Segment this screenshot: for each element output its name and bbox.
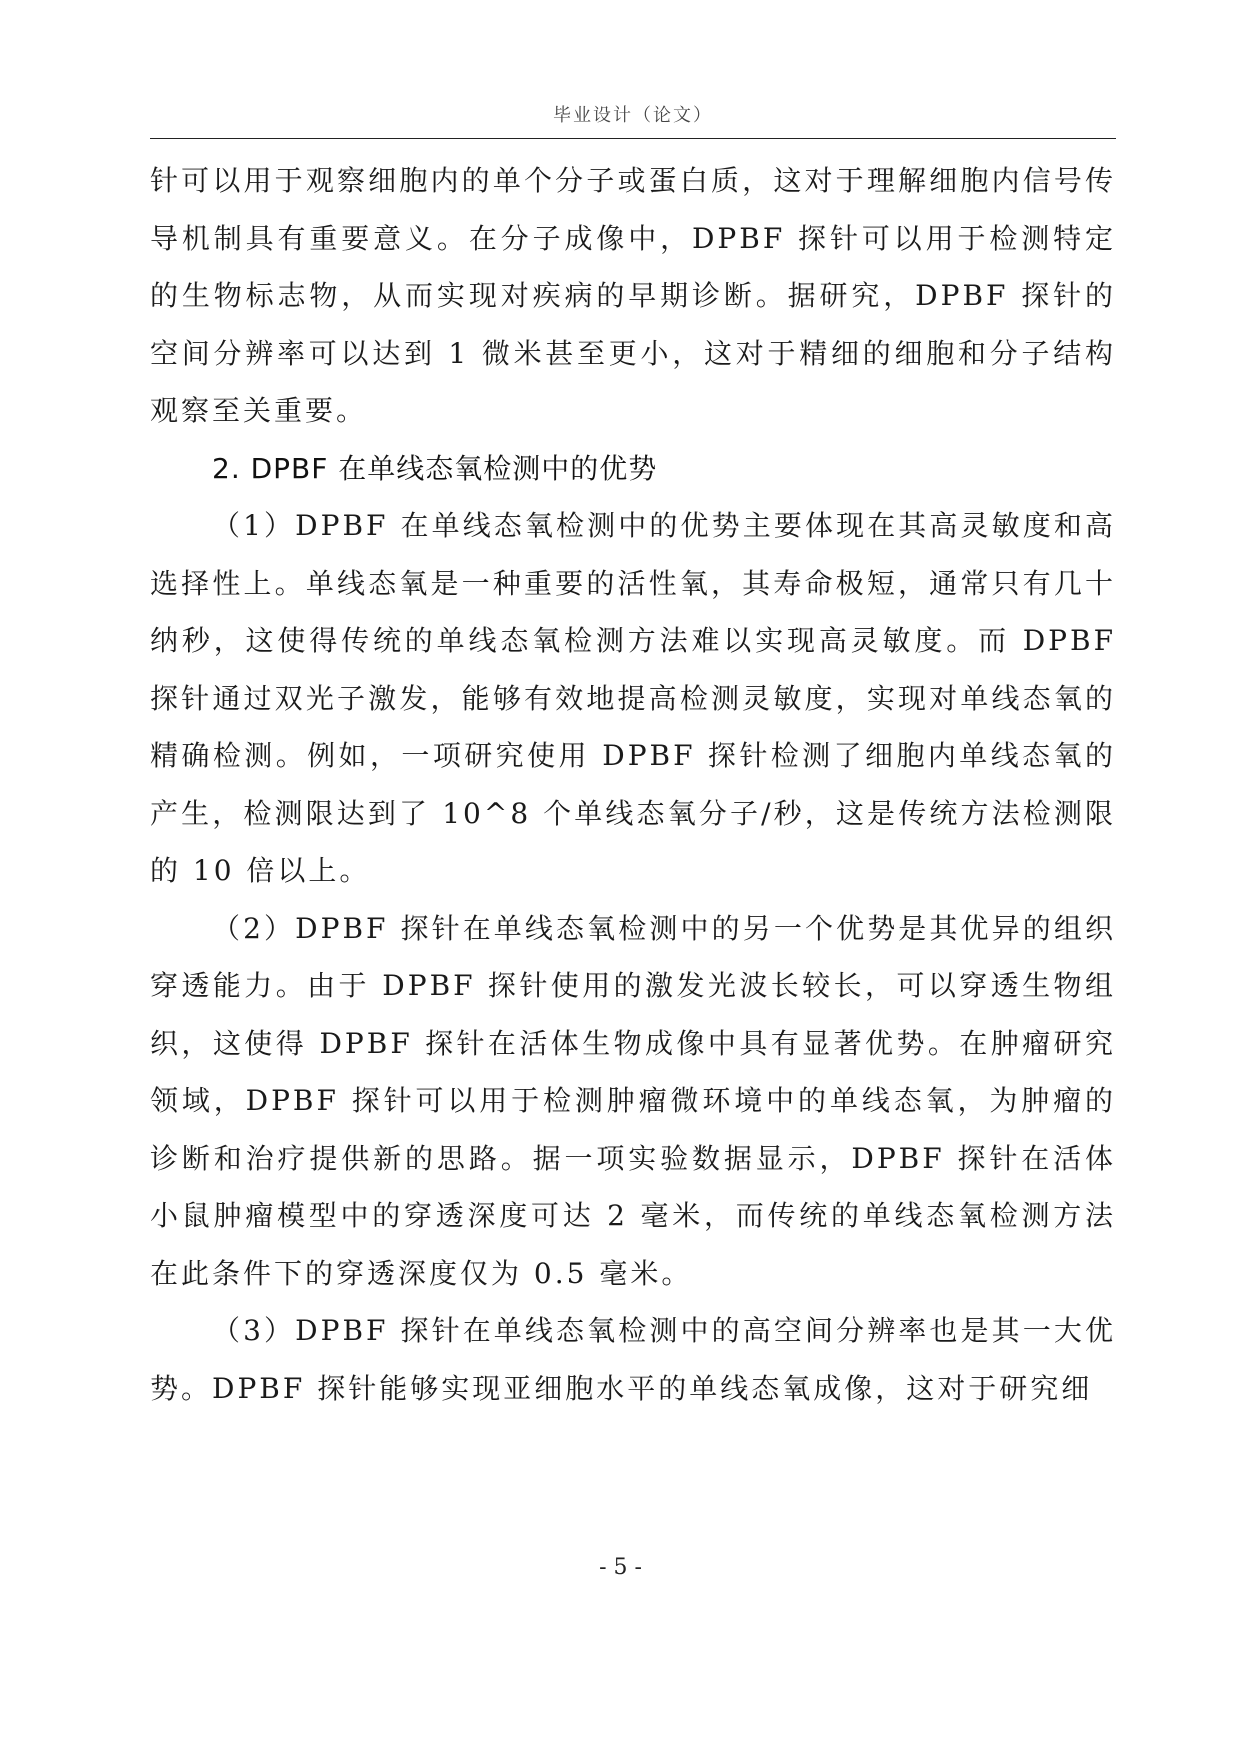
document-body	[150, 152, 1116, 1417]
section-heading: 2. DPBF 在单线态氧检测中的优势	[212, 451, 658, 485]
paragraph-3: （3）DPBF 探针在单线态氧检测中的高空间分辨率也是其一大优势。DPBF 探针能够实现亚细胞水平的单线态氧成像，这对于研究细	[150, 1314, 1116, 1405]
page-number: - 5 -	[599, 1555, 642, 1580]
header-title: 毕业设计（论文）	[553, 105, 713, 126]
paragraph-2: （2）DPBF 探针在单线态氧检测中的另一个优势是其优异的组织穿透能力。由于 DPBF 探针使用的激发光波长较长，可以穿透生物组织，这使得 DPBF 探针在活体生物成像中具有显著优势。在肿瘤研究领域，DPBF 探针可以用于检测肿瘤微环境中的单线态氧，为肿瘤的诊断和治疗提供新的思路。据一项实验数据显示，DPBF 探针在活体小鼠肿瘤模型中的穿透深度可达 2 毫米，而传统的单线态氧检测方法在此条件下的穿透深度仅为 0.5 毫米。	[150, 911, 1116, 1290]
page-header	[150, 100, 1116, 139]
paragraph-1: （1）DPBF 在单线态氧检测中的优势主要体现在其高灵敏度和高选择性上。单线态氧是一种重要的活性氧，其寿命极短，通常只有几十纳秒，这使得传统的单线态氧检测方法难以实现高灵敏度。而 DPBF 探针通过双光子激发，能够有效地提高检测灵敏度，实现对单线态氧的精确检测。例如，一项研究使用 DPBF 探针检测了细胞内单线态氧的产生，检测限达到了 10^8 个单线态氧分子/秒，这是传统方法检测限的 10 倍以上。	[150, 509, 1116, 887]
paragraph-continued: 针可以用于观察细胞内的单个分子或蛋白质，这对于理解细胞内信号传导机制具有重要意义。在分子成像中，DPBF 探针可以用于检测特定的生物标志物，从而实现对疾病的早期诊断。据研究，DPBF 探针的空间分辨率可以达到 1 微米甚至更小，这对于精细的细胞和分子结构观察至关重要。	[150, 164, 1116, 427]
